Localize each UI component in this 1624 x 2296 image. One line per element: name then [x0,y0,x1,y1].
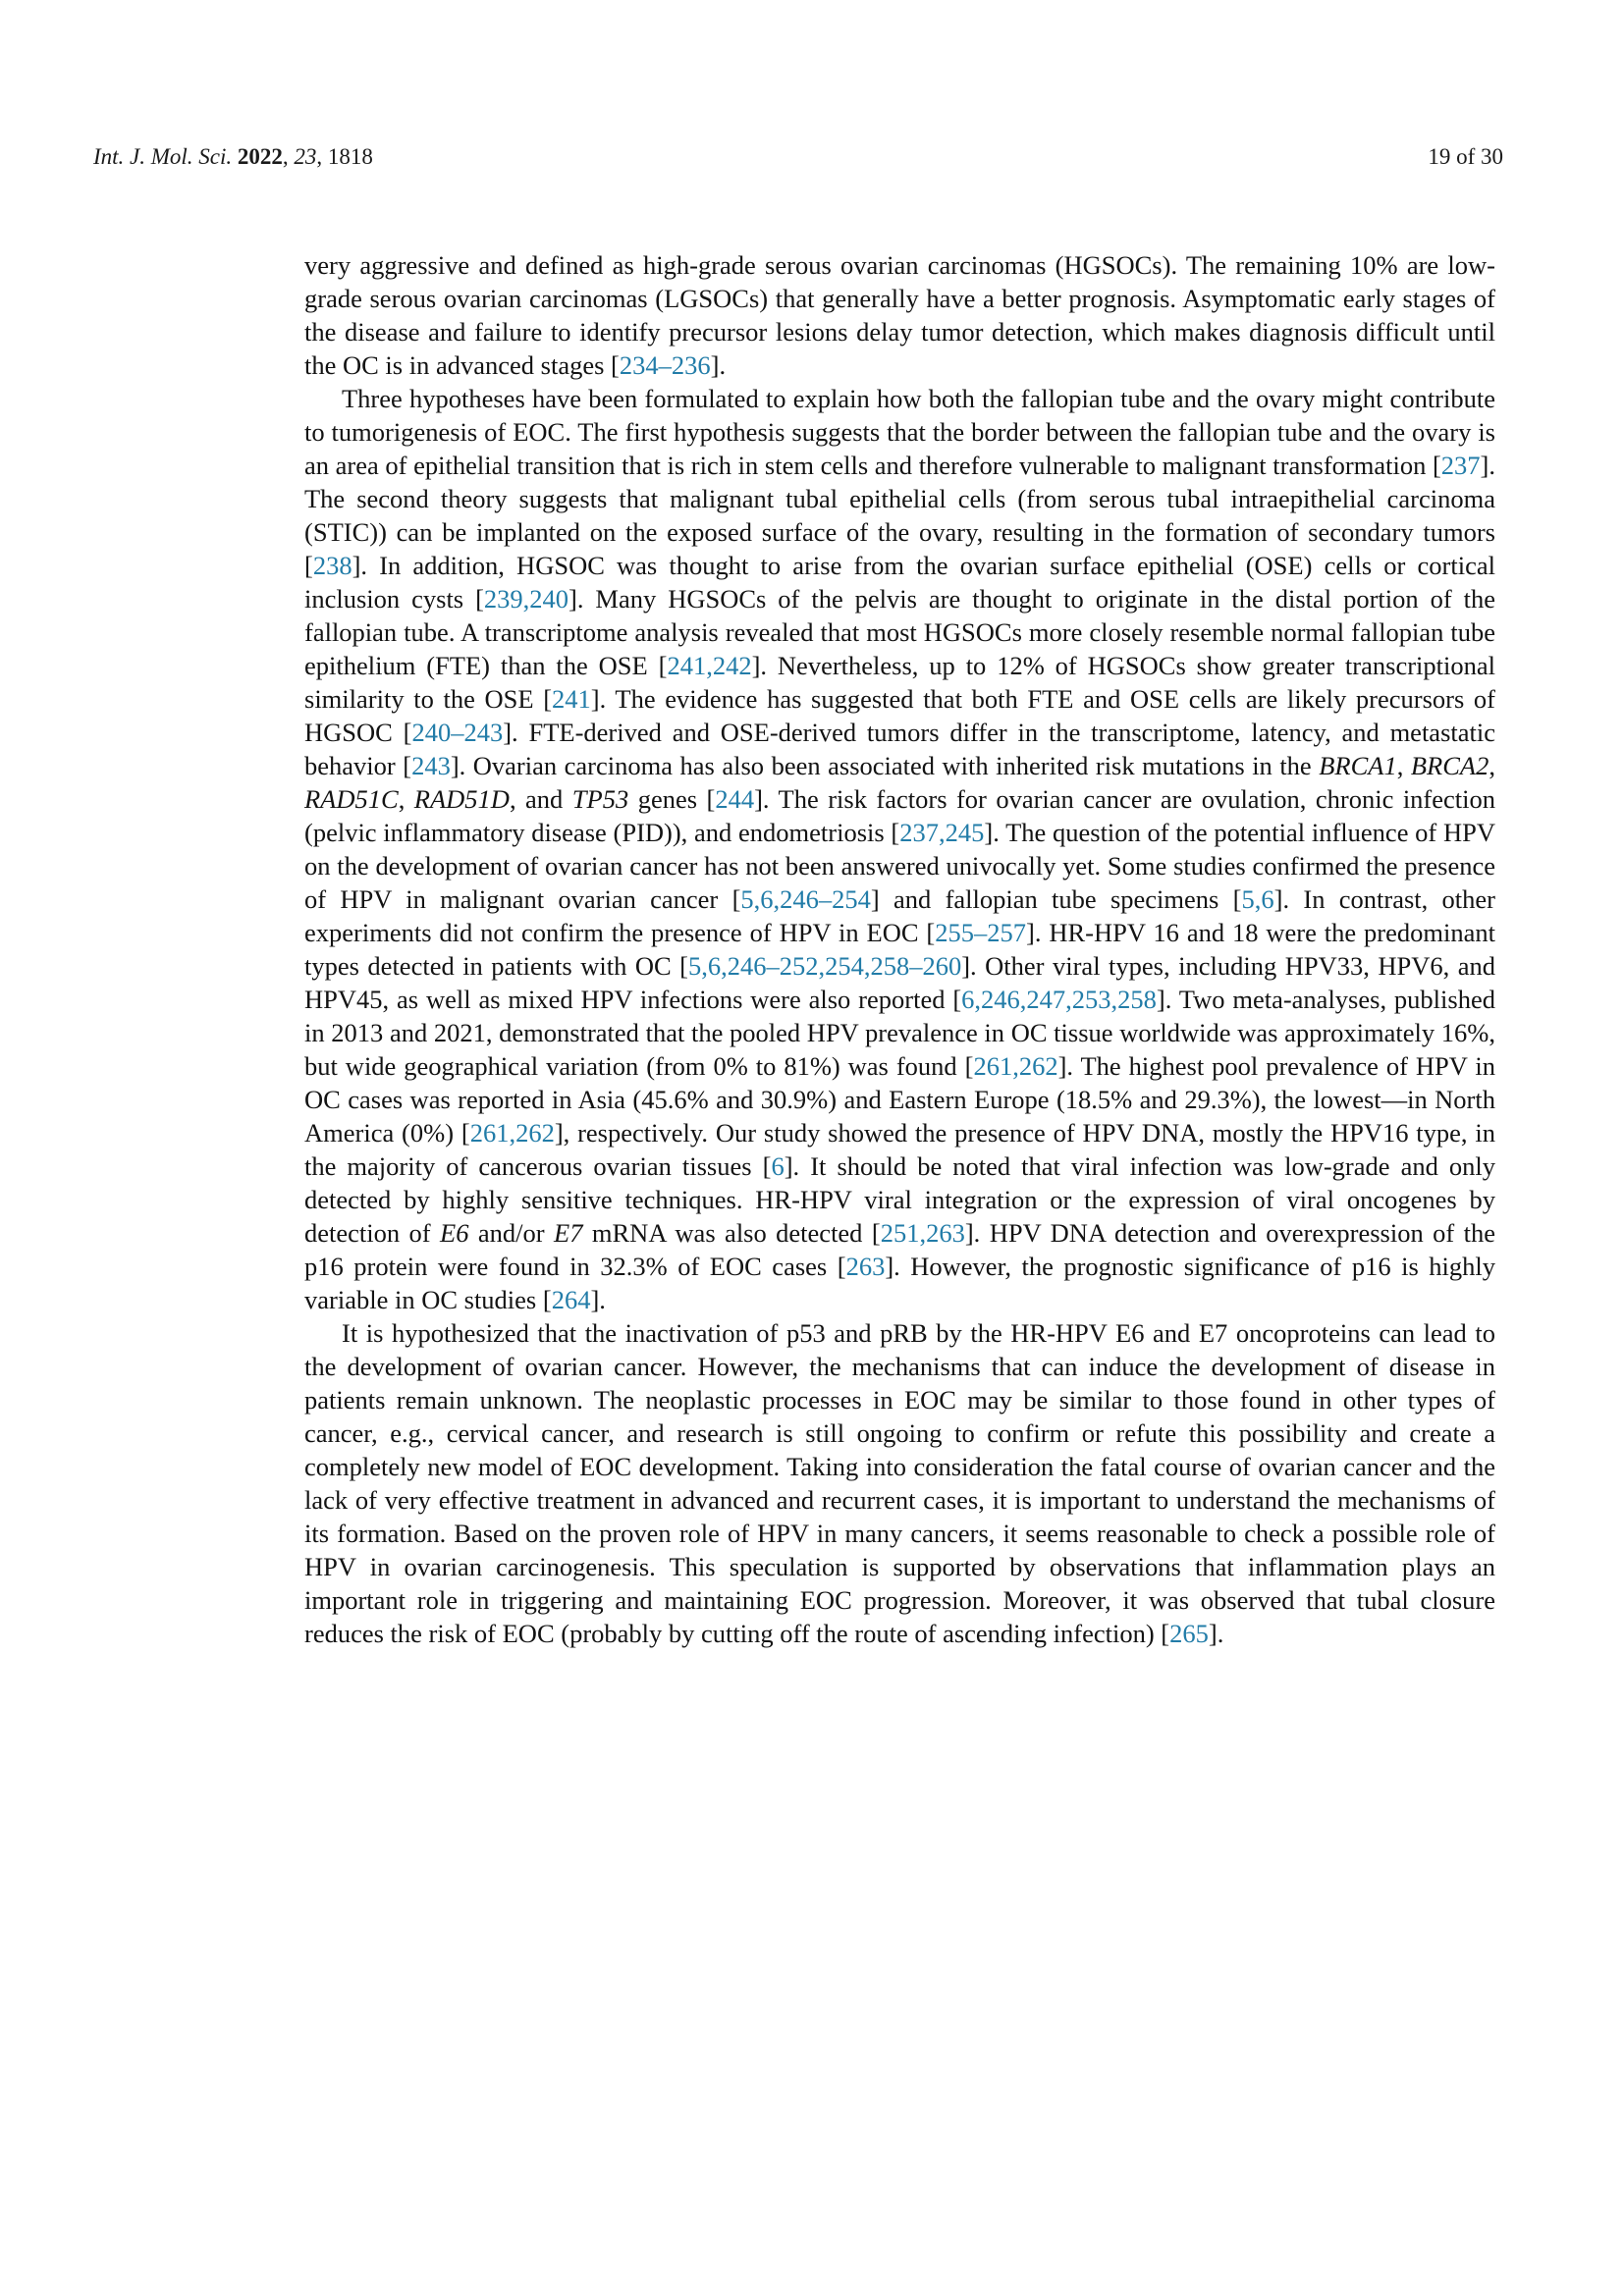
article-body [304,248,1495,1650]
article-number: 1818 [327,144,373,169]
citation-link[interactable]: 244 [715,784,755,814]
gene-name: RAD51C [304,784,399,814]
citation: [234–236] [611,350,720,380]
citation: [241] [543,684,600,714]
citation: [263] [837,1252,894,1281]
citation-link[interactable]: 261,262 [973,1051,1058,1081]
citation-link[interactable]: 251,263 [880,1218,965,1248]
citation-link[interactable]: 238 [312,551,352,580]
gene-name: BRCA2 [1410,751,1489,780]
citation: [261,262] [964,1051,1067,1081]
citation: [261,262] [460,1118,564,1148]
citation: [5,6,246–252,254,258–260] [679,951,971,981]
journal-citation: Int. J. Mol. Sci. 2022, 23, 1818 [93,144,373,169]
citation: [237,245] [891,818,994,847]
citation-link[interactable]: 265 [1169,1619,1209,1648]
citation-link[interactable]: 6 [771,1151,785,1181]
gene-name: E6 [440,1218,469,1248]
citation-link[interactable]: 261,262 [469,1118,555,1148]
citation: [241,242] [658,651,761,680]
citation: [244] [706,784,763,814]
citation: [5,6,246–254] [731,884,880,914]
citation: [240–243] [403,718,513,747]
paragraph: very aggressive and defined as high-grade serous ovarian carcinomas (HGSOCs). The remaining 10% are low-grade serous ovarian carcinomas (LGSOCs) that generally have a better prognosis. Asymptomatic early stages of the disease and failure to identify precursor lesions delay tumor detection, which makes diagnosis difficult until the OC is in advanced stages [234–236]. [304,250,1495,380]
citation-link[interactable]: 237,245 [899,818,985,847]
citation-link[interactable]: 5,6,246–252,254,258–260 [687,951,962,981]
citation-link[interactable]: 255–257 [935,918,1026,947]
citation: [255–257] [926,918,1035,947]
page-number: 19 of 30 [1428,144,1503,169]
journal-volume: 23 [294,144,317,169]
citation: [5,6] [1232,884,1283,914]
citation-link[interactable]: 241 [552,684,591,714]
citation-link[interactable]: 243 [411,751,451,780]
citation: [251,263] [871,1218,974,1248]
citation: [265] [1161,1619,1218,1648]
citation: [243] [403,751,460,780]
gene-name: BRCA1 [1319,751,1397,780]
citation-link[interactable]: 5,6,246–254 [740,884,871,914]
gene-name: TP53 [571,784,629,814]
citation-link[interactable]: 240–243 [411,718,504,747]
citation-link[interactable]: 6,246,247,253,258 [961,985,1157,1014]
citation: [237] [1432,451,1489,480]
citation: [239,240] [475,584,577,614]
citation-link[interactable]: 5,6 [1241,884,1274,914]
gene-name: E7 [554,1218,583,1248]
citation-link[interactable]: 234–236 [619,350,711,380]
citation-link[interactable]: 241,242 [667,651,752,680]
citation: [238] [304,551,361,580]
journal-year: 2022 [237,144,283,169]
journal-name: Int. J. Mol. Sci. [93,144,238,169]
paragraph: Three hypotheses have been formulated to explain how both the fallopian tube and the ovary might contribute to tumorigenesis of EOC. The first hypothesis suggests that the border between the fallopian tube and the ovary is an area of epithelial transition that is rich in stem cells and therefore vulnerable to malignant transformation [237]. The second theory suggests that malignant tubal epithelial cells (from serous tubal intraepithelial carcinoma (STIC)) can be implanted on the exposed surface of the ovary, resulting in the formation of secondary tumors [238]. In addition, HGSOC was thought to arise from the ovarian surface epithelial (OSE) cells or cortical inclusion cysts [239,240]. Many HGSOCs of the pelvis are thought to originate in the distal portion of the fallopian tube. A transcriptome analysis revealed that most HGSOCs more closely resemble normal fallopian tube epithelium (FTE) than the OSE [241,242]. Nevertheless, up to 12% of HGSOCs show greater transcriptional similarity to the OSE [241]. The evidence has suggested that both FTE and OSE cells are likely precursors of HGSOC [240–243]. FTE-derived and OSE-derived tumors differ in the transcriptome, latency, and metastatic behavior [243]. Ovarian carcinoma has also been associated with inherited risk mutations in the BRCA1, BRCA2, RAD51C, RAD51D, and TP53 genes [244]. The risk factors for ovarian cancer are ovulation, chronic infection (pelvic inflammatory disease (PID)), and endometriosis [237,245]. The question of the potential influence of HPV on the development of ovarian cancer has not been answered univocally yet. Some studies confirmed the presence of HPV in malignant ovarian cancer [5,6,246–254] and fallopian tube specimens [5,6]. In contrast, other experiments did not confirm the presence of HPV in EOC [255–257]. HR-HPV 16 and 18 were the predominant types detected in patients with OC [5,6,246–252,254,258–260]. Other viral types, including HPV33, HPV6, and HPV45, as well as mixed HPV infections were also reported [6,246,247,253,258]. Two meta-analyses, published in 2013 and 2021, demonstrated that the pooled HPV prevalence in OC tissue worldwide was approximately 16%, but wide geographical variation (from 0% to 81%) was found [261,262]. The highest pool prevalence of HPV in OC cases was reported in Asia (45.6% and 30.9%) and Eastern Europe (18.5% and 29.3%), the lowest—in North America (0%) [261,262], respectively. Our study showed the presence of HPV DNA, mostly the HPV16 type, in the majority of cancerous ovarian tissues [6]. It should be noted that viral infection was low-grade and only detected by highly sensitive techniques. HR-HPV viral integration or the expression of viral oncogenes by detection of E6 and/or E7 mRNA was also detected [251,263]. HPV DNA detection and overexpression of the p16 protein were found in 32.3% of EOC cases [263]. However, the prognostic significance of p16 is highly variable in OC studies [264]. [304,384,1496,1314]
paragraph: It is hypothesized that the inactivation of p53 and pRB by the HR-HPV E6 and E7 oncoproteins can lead to the development of ovarian cancer. However, the mechanisms that can induce the development of disease in patients remain unknown. The neoplastic processes in EOC may be similar to those found in other types of cancer, e.g., cervical cancer, and research is still ongoing to confirm or refute this possibility and create a completely new model of EOC development. Taking into consideration the fatal course of ovarian cancer and the lack of very effective treatment in advanced and recurrent cases, it is important to understand the mechanisms of its formation. Based on the proven role of HPV in many cancers, it seems reasonable to check a possible role of HPV in ovarian carcinogenesis. This speculation is supported by observations that inflammation plays an important role in triggering and maintaining EOC progression. Moreover, it was observed that tubal closure reduces the risk of EOC (probably by cutting off the route of ascending infection) [265]. [304,1318,1495,1648]
citation-link[interactable]: 237 [1440,451,1481,480]
gene-name: RAD51D [413,784,510,814]
citation: [6,246,247,253,258] [952,985,1165,1014]
citation: [6] [762,1151,793,1181]
citation: [264] [542,1285,600,1314]
citation-link[interactable]: 239,240 [483,584,569,614]
citation-link[interactable]: 264 [551,1285,591,1314]
running-header [93,143,1503,171]
citation-link[interactable]: 263 [845,1252,886,1281]
